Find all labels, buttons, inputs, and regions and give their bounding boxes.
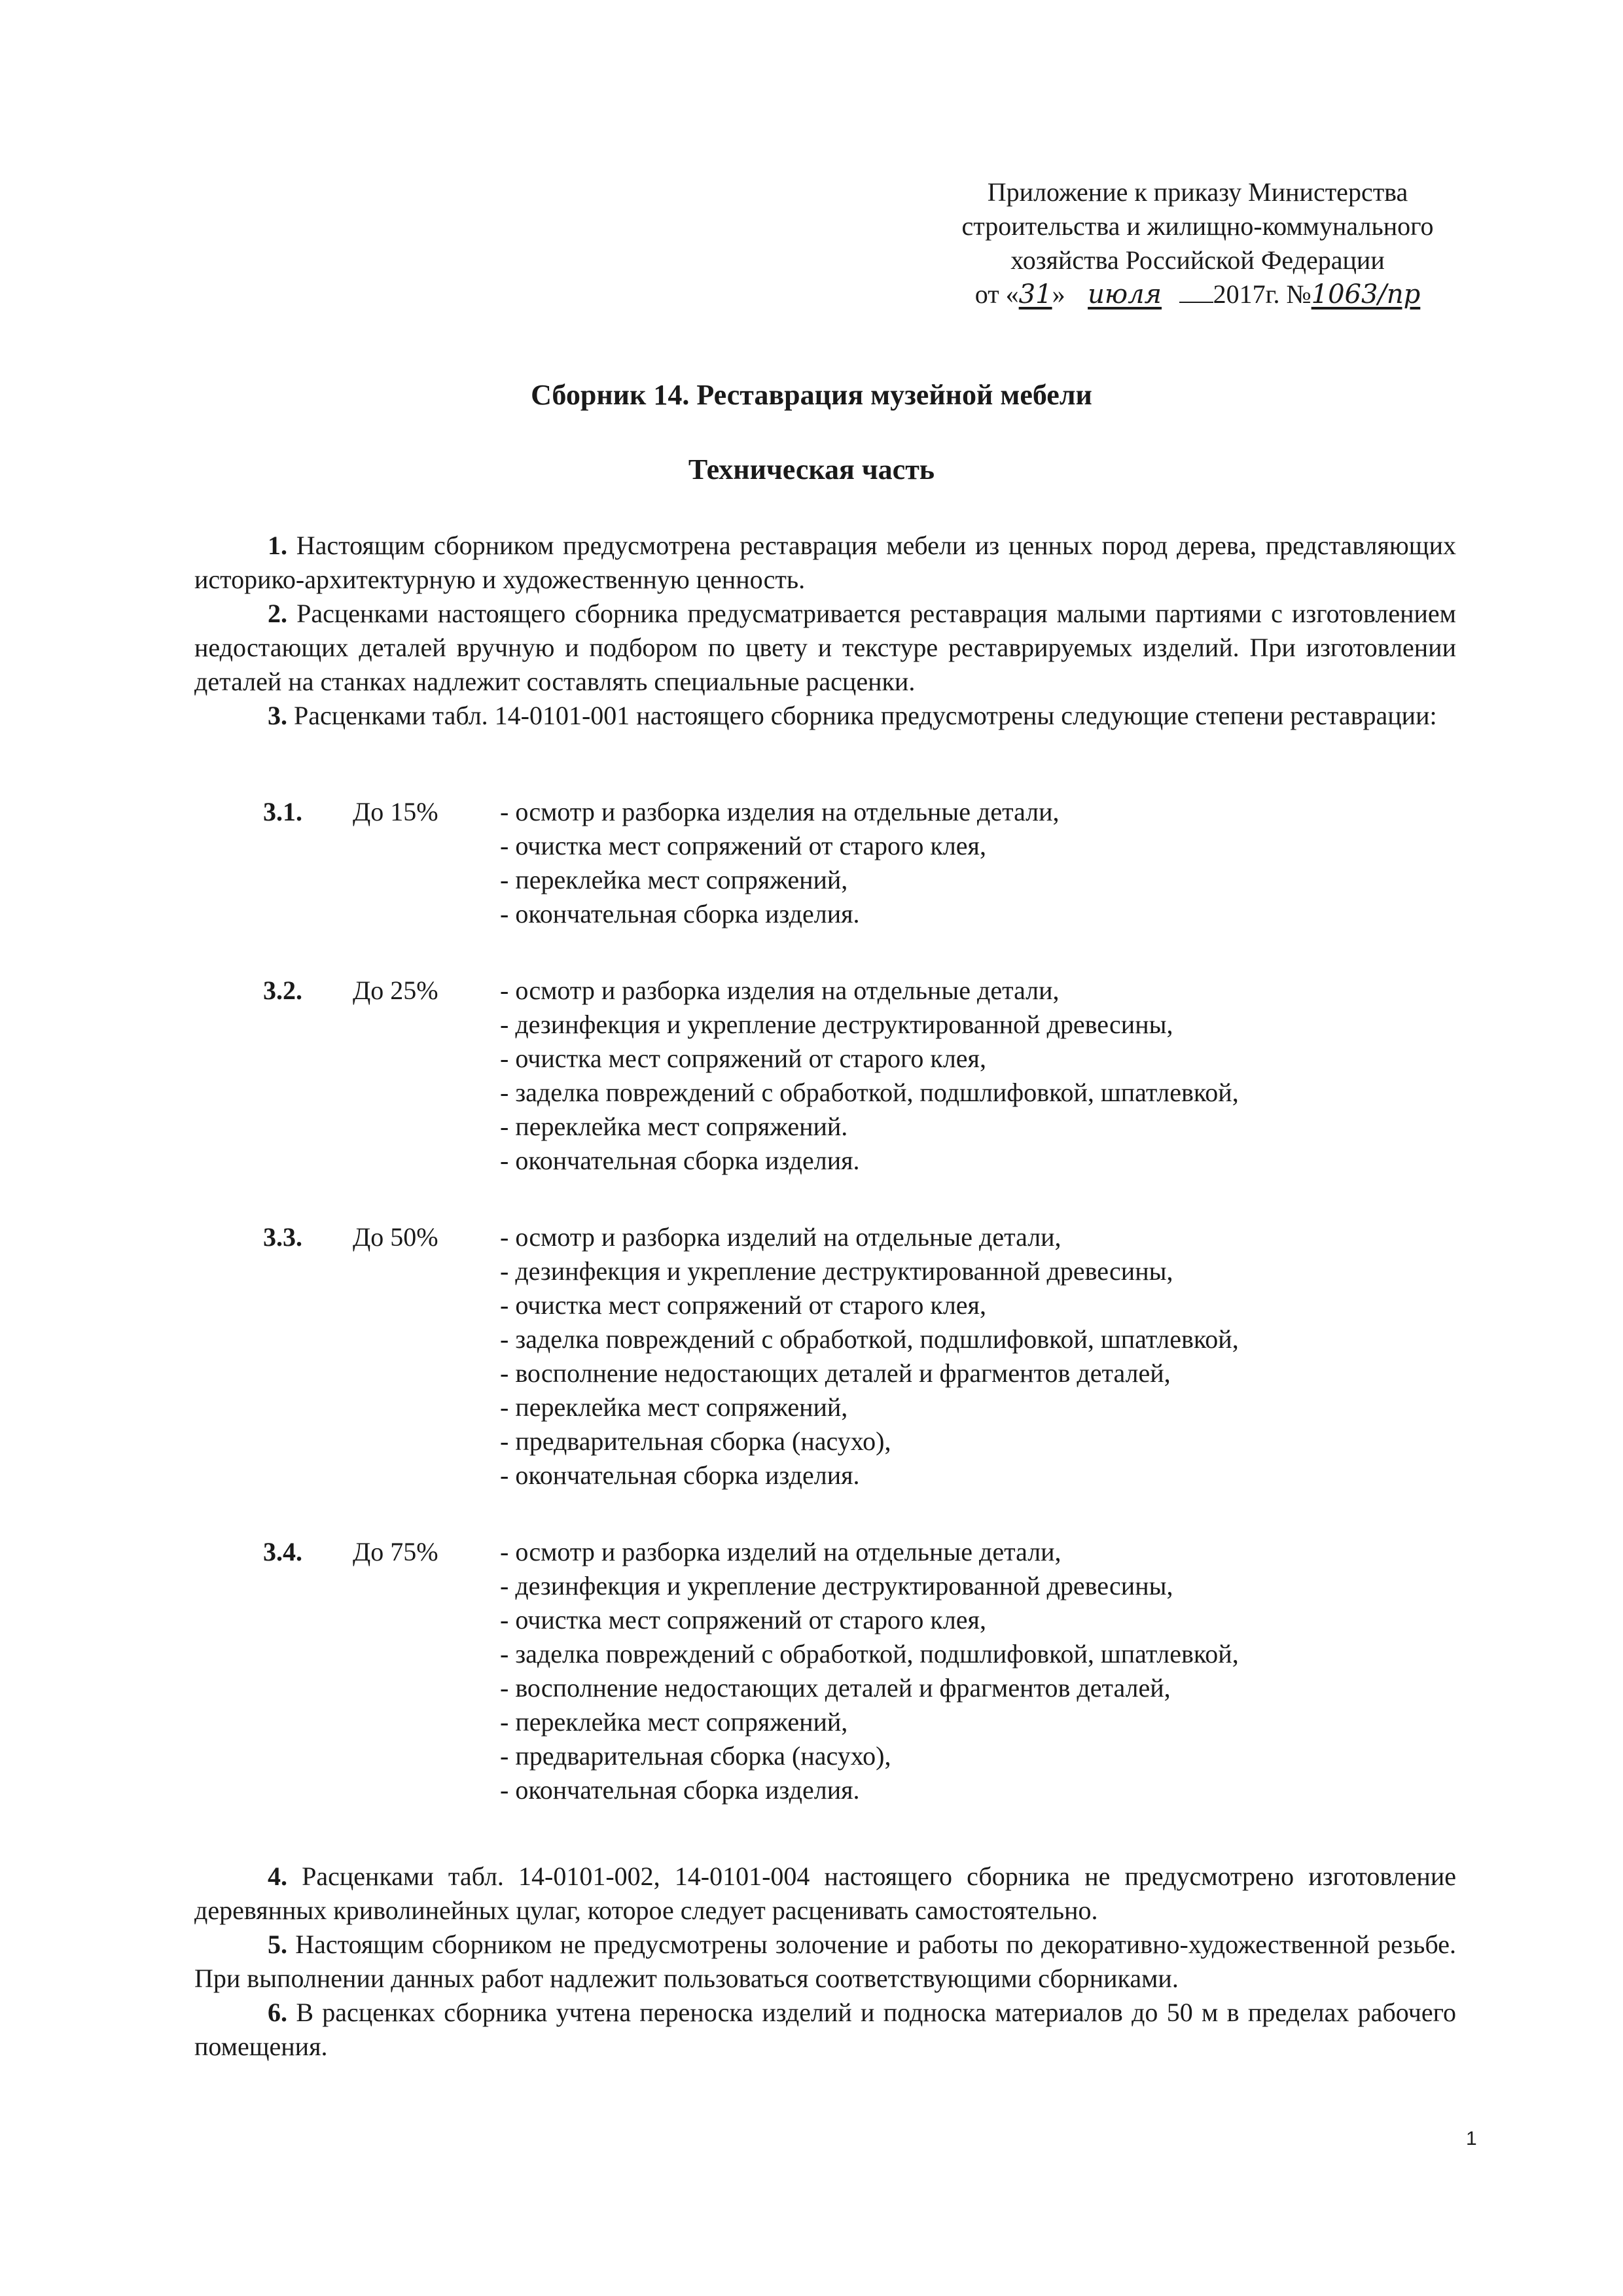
- header-line-2: строительства и жилищно-коммунального: [961, 211, 1434, 241]
- degree-3-1: [263, 795, 1239, 931]
- step-item: - дезинфекция и укрепление деструктированной древесины,: [500, 1256, 1173, 1286]
- paragraph-number: 6.: [268, 1998, 287, 2027]
- step-item: - предварительная сборка (насухо),: [500, 1426, 891, 1456]
- degree-number: 3.3.: [263, 1222, 302, 1252]
- step-item: - очистка мест сопряжений от старого клея,: [500, 1044, 986, 1073]
- paragraph-1: [194, 529, 1456, 597]
- step-item: - окончательная сборка изделия.: [500, 1146, 860, 1175]
- degree-number: 3.1.: [263, 797, 302, 826]
- degree-steps: [263, 1220, 1239, 1492]
- degree-number: 3.2.: [263, 976, 302, 1005]
- degree-3-4: [263, 1535, 1239, 1807]
- step-item: - осмотр и разборка изделия на отдельные детали,: [500, 797, 1060, 826]
- step-item: - переклейка мест сопряжений,: [500, 1392, 848, 1422]
- step-item: - переклейка мест сопряжений,: [500, 865, 848, 894]
- section-title: Техническая часть: [688, 453, 935, 486]
- step-item: - осмотр и разборка изделия на отдельные детали,: [500, 976, 1060, 1005]
- degree-steps: [263, 1535, 1239, 1807]
- paragraph-text: Расценками табл. 14-0101-002, 14-0101-004 настоящего сборника не предусмотрено изготовление деревянных криволинейных цулаг, которое следует расценивать самостоятельно.: [194, 1862, 1456, 1925]
- approval-header: [936, 175, 1459, 311]
- header-line-3: хозяйства Российской Федерации: [1010, 245, 1385, 275]
- step-item: - заделка повреждений с обработкой, подшлифовкой, шпатлевкой,: [500, 1078, 1239, 1107]
- header-date-line: [936, 277, 1459, 311]
- paragraph-number: 5.: [268, 1930, 287, 1959]
- handwritten-order-number: 1063/пр: [1311, 279, 1421, 309]
- paragraph-text: В расценках сборника учтена переноска изделий и подноска материалов до 50 м в пределах рабочего помещения.: [194, 1998, 1456, 2061]
- step-item: - дезинфекция и укрепление деструктированной древесины,: [500, 1571, 1173, 1600]
- step-item: - переклейка мест сопряжений,: [500, 1707, 848, 1737]
- degree-percent: До 50%: [353, 1222, 438, 1252]
- step-item: - дезинфекция и укрепление деструктированной древесины,: [500, 1010, 1173, 1039]
- header-line-1: Приложение к приказу Министерства: [987, 177, 1408, 207]
- step-item: - окончательная сборка изделия.: [500, 1460, 860, 1490]
- paragraph-6: [194, 1996, 1456, 2064]
- degree-3-3: [263, 1220, 1239, 1492]
- paragraph-4: [194, 1860, 1456, 1928]
- paragraph-number: 2.: [268, 599, 287, 628]
- underline-blank: [1179, 278, 1213, 303]
- paragraph-text: Настоящим сборником предусмотрена реставрация мебели из ценных пород дерева, представляющих историко-архитектурную и художественную ценность.: [194, 531, 1456, 594]
- paragraphs-bottom: [194, 1860, 1456, 2064]
- from-label: от «: [974, 279, 1019, 309]
- handwritten-month: июля: [1088, 279, 1162, 309]
- step-item: - окончательная сборка изделия.: [500, 899, 860, 928]
- handwritten-day: 31: [1018, 279, 1052, 309]
- degree-percent: До 75%: [353, 1537, 438, 1566]
- paragraphs-top: [194, 529, 1456, 733]
- degree-number: 3.4.: [263, 1537, 302, 1566]
- paragraph-number: 4.: [268, 1862, 287, 1891]
- paragraph-3: [194, 699, 1456, 733]
- degree-percent: До 25%: [353, 976, 438, 1005]
- step-item: - осмотр и разборка изделий на отдельные детали,: [500, 1222, 1061, 1252]
- restoration-degrees: [263, 795, 1239, 1850]
- degree-percent: До 15%: [353, 797, 438, 826]
- page-number: 1: [1466, 2128, 1477, 2149]
- step-item: - восполнение недостающих деталей и фрагментов деталей,: [500, 1673, 1171, 1703]
- paragraph-number: 1.: [268, 531, 287, 560]
- step-item: - осмотр и разборка изделий на отдельные детали,: [500, 1537, 1061, 1566]
- quote-close: »: [1052, 279, 1065, 309]
- paragraph-number: 3.: [268, 701, 287, 730]
- step-item: - очистка мест сопряжений от старого клея,: [500, 1605, 986, 1634]
- paragraph-5: [194, 1928, 1456, 1996]
- collection-title: Сборник 14. Реставрация музейной мебели: [531, 379, 1092, 411]
- step-item: - очистка мест сопряжений от старого клея,: [500, 831, 986, 860]
- step-item: - предварительная сборка (насухо),: [500, 1741, 891, 1771]
- step-item: - очистка мест сопряжений от старого клея,: [500, 1290, 986, 1320]
- step-item: - восполнение недостающих деталей и фрагментов деталей,: [500, 1358, 1171, 1388]
- paragraph-2: [194, 597, 1456, 699]
- paragraph-text: Расценками табл. 14-0101-001 настоящего сборника предусмотрены следующие степени реставрации:: [287, 701, 1437, 730]
- degree-3-2: [263, 974, 1239, 1178]
- step-item: - окончательная сборка изделия.: [500, 1775, 860, 1805]
- step-item: - заделка повреждений с обработкой, подшлифовкой, шпатлевкой,: [500, 1639, 1239, 1669]
- paragraph-text: Расценками настоящего сборника предусматривается реставрация малыми партиями с изготовлением недостающих деталей вручную и подбором по цвету и текстуре реставрируемых изделий. При изготовлении деталей на станках надлежит составлять специальные расценки.: [194, 599, 1456, 696]
- step-item: - переклейка мест сопряжений.: [500, 1112, 848, 1141]
- paragraph-text: Настоящим сборником не предусмотрены золочение и работы по декоративно-художественной резьбе. При выполнении данных работ надлежит пользоваться соответствующими сборниками.: [194, 1930, 1456, 1993]
- step-item: - заделка повреждений с обработкой, подшлифовкой, шпатлевкой,: [500, 1324, 1239, 1354]
- year-label: 2017г. №: [1213, 279, 1311, 309]
